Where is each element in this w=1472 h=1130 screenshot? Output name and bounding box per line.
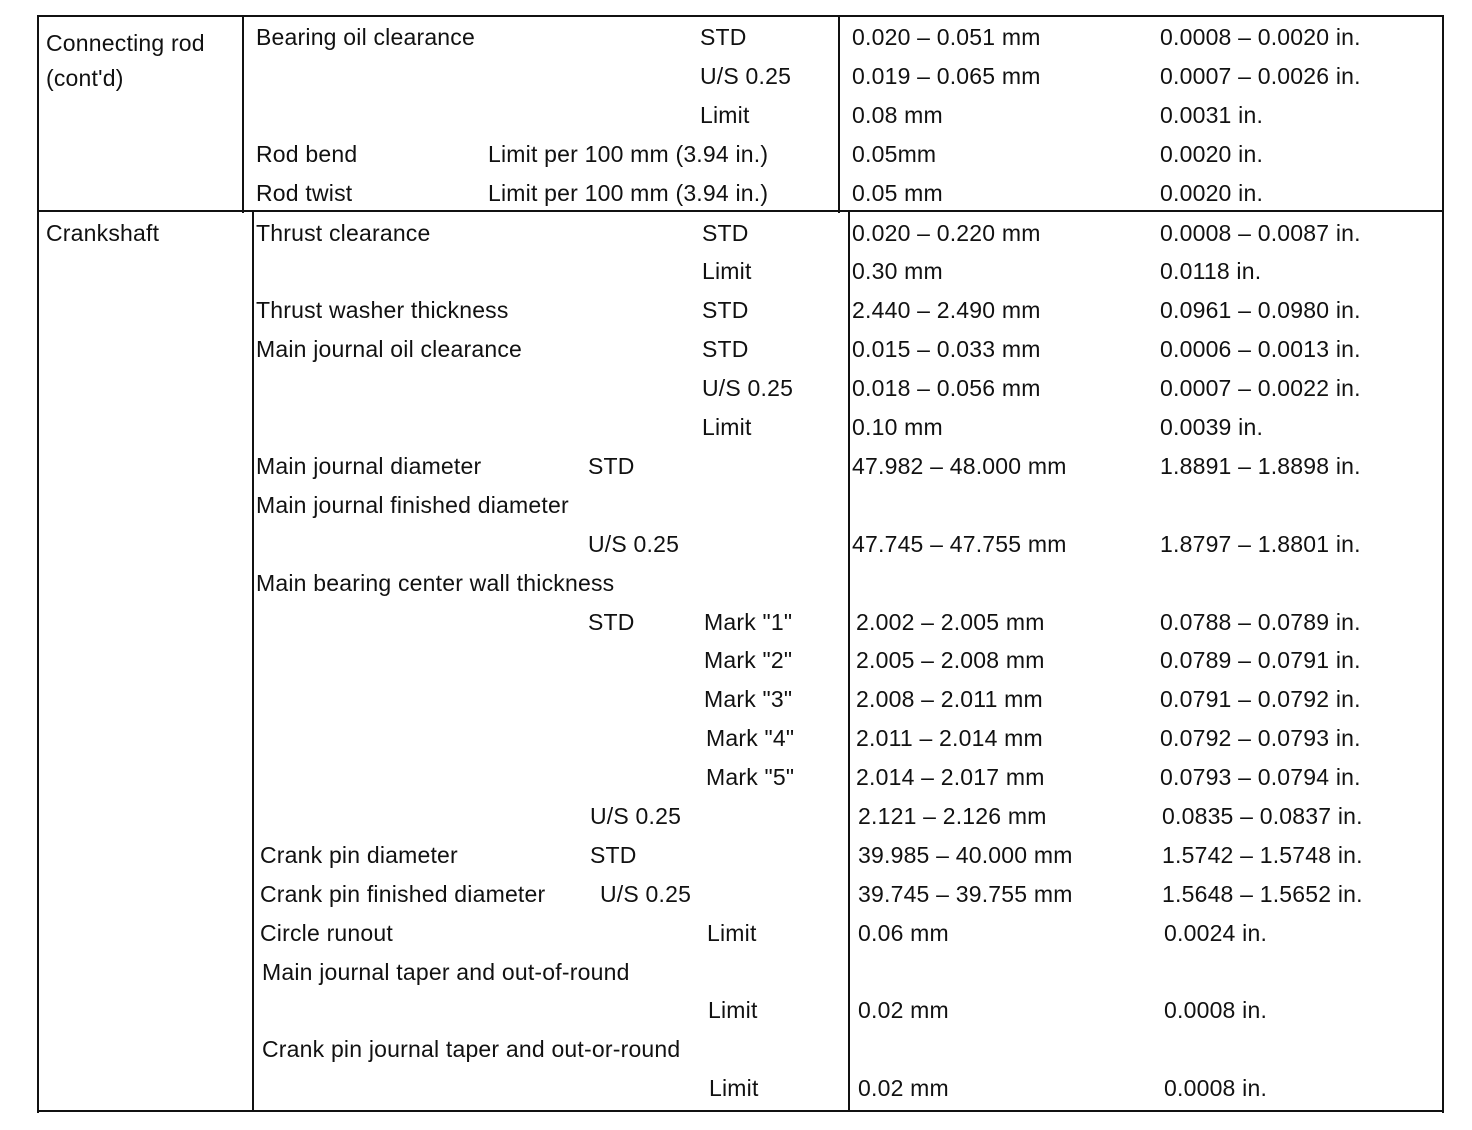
spec-mm: 0.10 mm <box>852 414 943 440</box>
spec-condition: U/S 0.25 <box>702 375 794 401</box>
spec-condition: STD <box>702 336 749 362</box>
spec-item: Main journal taper and out-of-round <box>262 959 630 985</box>
spec-item: Rod bend <box>256 141 358 167</box>
spec-item: Thrust washer thickness <box>256 297 509 323</box>
spec-item: Main journal diameter <box>256 453 482 479</box>
spec-inch: 0.0118 in. <box>1160 258 1262 284</box>
spec-mm: 2.014 – 2.017 mm <box>856 764 1045 790</box>
spec-mm: 39.985 – 40.000 mm <box>858 842 1073 868</box>
spec-inch: 1.8797 – 1.8801 in. <box>1160 531 1361 557</box>
spec-inch: 0.0031 in. <box>1160 102 1264 128</box>
table-top-border <box>37 15 1444 17</box>
spec-inch: 1.5648 – 1.5652 in. <box>1162 881 1363 907</box>
spec-mm: 0.06 mm <box>858 920 949 946</box>
spec-condition: U/S 0.25 <box>700 63 792 89</box>
spec-item: Main journal oil clearance <box>256 336 523 362</box>
spec-condition: Mark "4" <box>706 725 795 751</box>
table-bottom-border <box>37 1110 1444 1112</box>
spec-inch: 0.0961 – 0.0980 in. <box>1160 297 1361 323</box>
spec-inch: 1.8891 – 1.8898 in. <box>1160 453 1361 479</box>
spec-mm: 47.982 – 48.000 mm <box>852 453 1067 479</box>
spec-mm: 2.005 – 2.008 mm <box>856 647 1045 673</box>
spec-item: Main bearing center wall thickness <box>256 570 615 596</box>
spec-inch: 0.0791 – 0.0792 in. <box>1160 686 1361 712</box>
spec-mm: 0.02 mm <box>858 997 949 1023</box>
table-right-border <box>1442 15 1444 1113</box>
section-title: Connecting rod (cont'd) <box>46 30 205 91</box>
spec-inch: 0.0020 in. <box>1160 141 1264 167</box>
table-left-border <box>37 15 39 1113</box>
spec-mm: 2.121 – 2.126 mm <box>858 803 1047 829</box>
spec-inch: 0.0008 in. <box>1164 1075 1268 1101</box>
spec-mm: 39.745 – 39.755 mm <box>858 881 1073 907</box>
section-title: Crankshaft <box>46 220 160 246</box>
spec-inch: 0.0024 in. <box>1164 920 1268 946</box>
spec-condition: Mark "2" <box>704 647 793 673</box>
spec-inch: 0.0008 – 0.0020 in. <box>1160 24 1361 50</box>
spec-condition: Limit <box>702 414 752 440</box>
spec-mm: 2.440 – 2.490 mm <box>852 297 1041 323</box>
spec-inch: 0.0792 – 0.0793 in. <box>1160 725 1361 751</box>
spec-inch: 0.0789 – 0.0791 in. <box>1160 647 1361 673</box>
spec-item: Main journal finished diameter <box>256 492 569 518</box>
spec-sub: U/S 0.25 <box>600 881 692 907</box>
spec-inch: 0.0006 – 0.0013 in. <box>1160 336 1361 362</box>
spec-mm: 0.08 mm <box>852 102 943 128</box>
spec-sub: STD <box>588 609 635 635</box>
spec-inch: 0.0007 – 0.0022 in. <box>1160 375 1361 401</box>
spec-mm: 0.018 – 0.056 mm <box>852 375 1041 401</box>
column-divider-values <box>838 15 840 213</box>
spec-sub: Limit per 100 mm (3.94 in.) <box>488 141 769 167</box>
spec-item: Crank pin diameter <box>260 842 458 868</box>
spec-mm: 0.30 mm <box>852 258 943 284</box>
spec-sub: Limit per 100 mm (3.94 in.) <box>488 180 769 206</box>
spec-inch: 0.0008 – 0.0087 in. <box>1160 220 1361 246</box>
spec-condition: Mark "1" <box>704 609 793 635</box>
spec-condition: Limit <box>708 997 758 1023</box>
spec-mm: 2.008 – 2.011 mm <box>856 686 1043 712</box>
spec-item: Circle runout <box>260 920 393 946</box>
spec-mm: 0.020 – 0.051 mm <box>852 24 1041 50</box>
spec-item: Thrust clearance <box>256 220 431 246</box>
spec-mm: 2.002 – 2.005 mm <box>856 609 1045 635</box>
spec-sub: U/S 0.25 <box>590 803 682 829</box>
spec-condition: STD <box>702 220 749 246</box>
spec-item: Crank pin finished diameter <box>260 881 546 907</box>
spec-item: Bearing oil clearance <box>256 24 475 50</box>
spec-mm: 47.745 – 47.755 mm <box>852 531 1067 557</box>
spec-mm: 0.020 – 0.220 mm <box>852 220 1041 246</box>
spec-inch: 0.0007 – 0.0026 in. <box>1160 63 1361 89</box>
spec-condition: STD <box>700 24 747 50</box>
spec-item: Crank pin journal taper and out-or-round <box>262 1036 681 1062</box>
spec-mm: 0.05 mm <box>852 180 943 206</box>
spec-mm: 0.02 mm <box>858 1075 949 1101</box>
spec-inch: 0.0008 in. <box>1164 997 1268 1023</box>
spec-condition: Mark "5" <box>706 764 795 790</box>
spec-mm: 0.05mm <box>852 141 937 167</box>
spec-inch: 0.0039 in. <box>1160 414 1264 440</box>
spec-sub: U/S 0.25 <box>588 531 680 557</box>
spec-inch: 1.5742 – 1.5748 in. <box>1162 842 1363 868</box>
spec-condition: Limit <box>709 1075 759 1101</box>
column-divider-name <box>252 211 254 1112</box>
spec-inch: 0.0835 – 0.0837 in. <box>1162 803 1363 829</box>
spec-condition: STD <box>702 297 749 323</box>
column-divider-values <box>848 211 850 1112</box>
spec-item: Rod twist <box>256 180 353 206</box>
spec-mm: 0.015 – 0.033 mm <box>852 336 1041 362</box>
section-separator <box>37 210 1444 212</box>
spec-inch: 0.0793 – 0.0794 in. <box>1160 764 1361 790</box>
spec-condition: Limit <box>707 920 757 946</box>
column-divider-name <box>242 15 244 213</box>
spec-sub: STD <box>588 453 635 479</box>
spec-condition: Limit <box>702 258 752 284</box>
spec-mm: 0.019 – 0.065 mm <box>852 63 1041 89</box>
spec-inch: 0.0020 in. <box>1160 180 1264 206</box>
spec-condition: Mark "3" <box>704 686 793 712</box>
spec-inch: 0.0788 – 0.0789 in. <box>1160 609 1361 635</box>
spec-sub: STD <box>590 842 637 868</box>
spec-condition: Limit <box>700 102 750 128</box>
spec-mm: 2.011 – 2.014 mm <box>856 725 1043 751</box>
